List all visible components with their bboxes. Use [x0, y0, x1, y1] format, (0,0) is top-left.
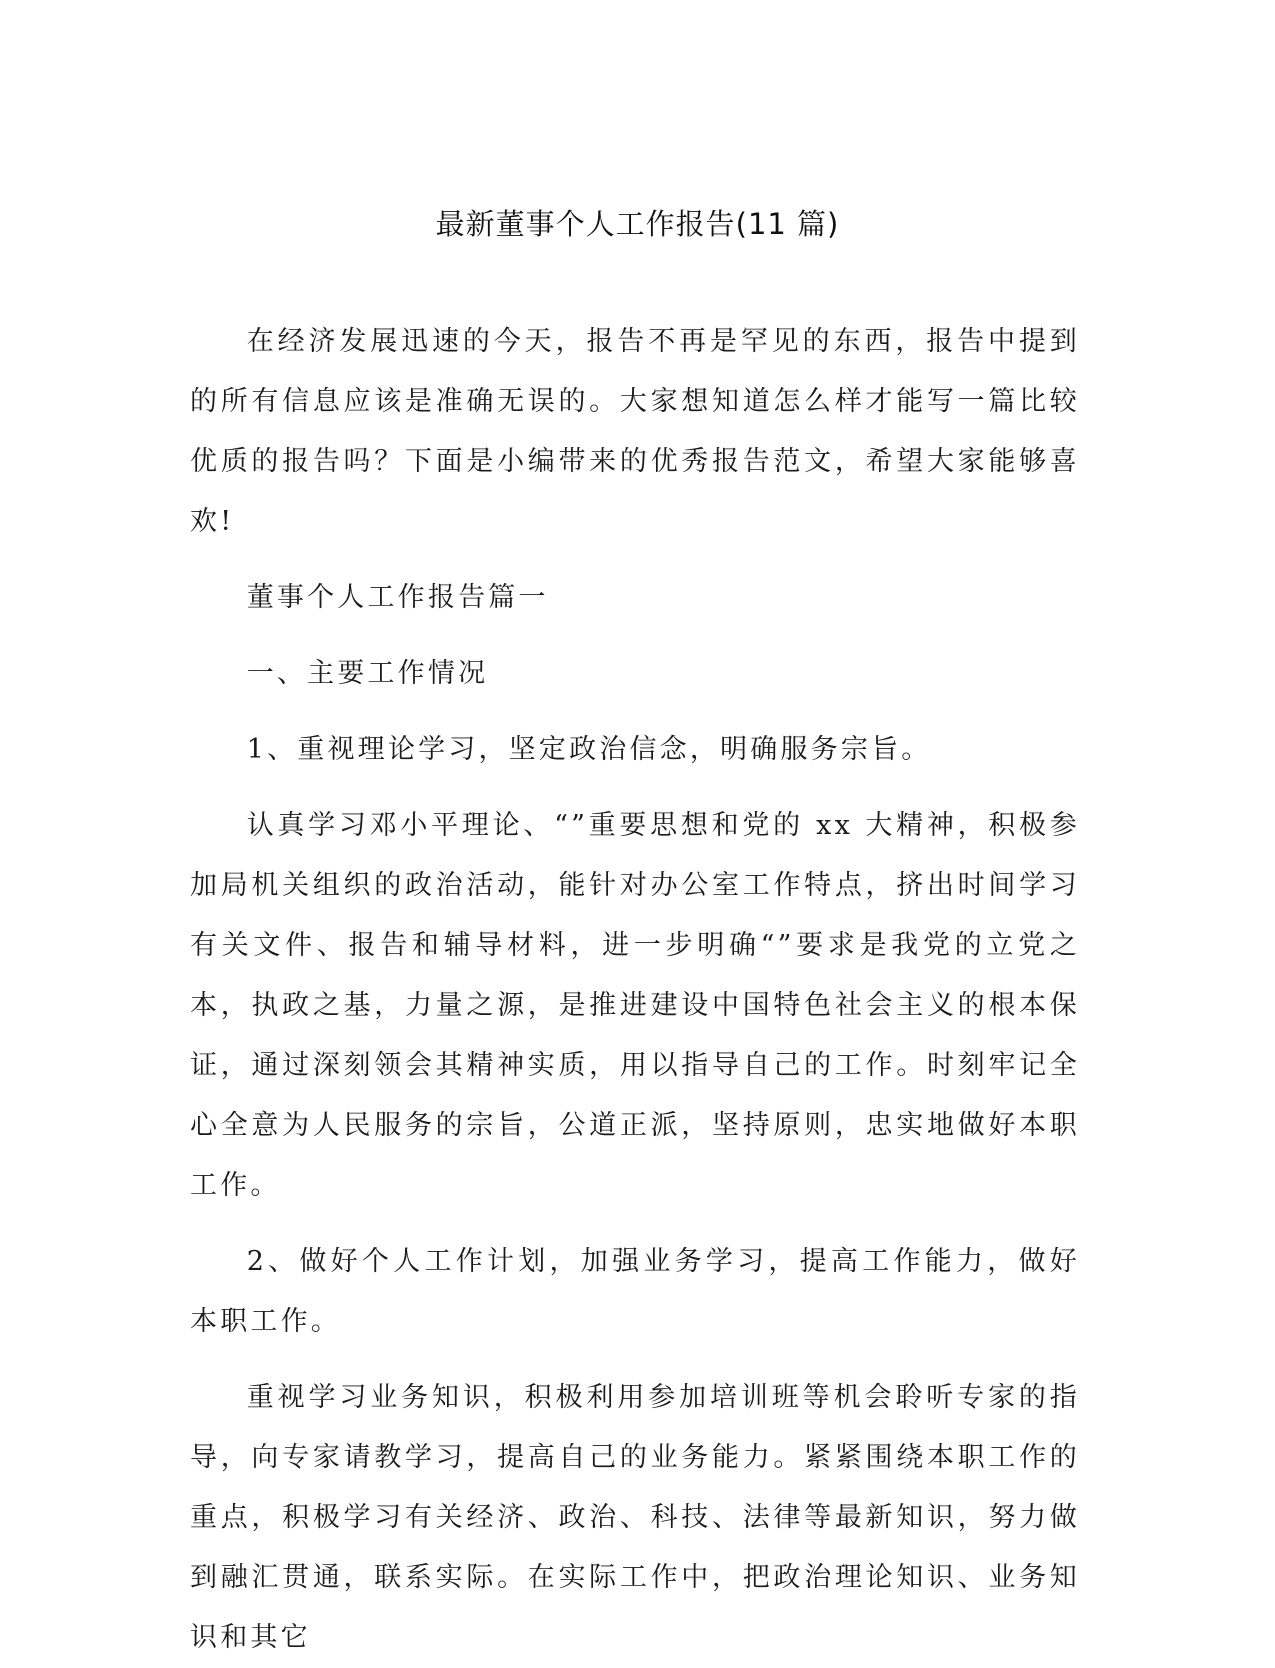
intro-paragraph: 在经济发展迅速的今天，报告不再是罕见的东西，报告中提到的所有信息应该是准确无误的。大家想知道怎么样才能写一篇比较优质的报告吗？下面是小编带来的优秀报告范文，希望大家能够喜欢!	[190, 326, 1080, 537]
subsection-heading: 一、主要工作情况	[246, 658, 489, 689]
section-heading: 董事个人工作报告篇一	[246, 582, 549, 613]
body-paragraph: 认真学习邓小平理论、“”重要思想和党的 xx 大精神，积极参加局机关组织的政治活动，能针对办公室工作特点，挤出时间学习有关文件、报告和辅导材料，进一步明确“”要求是我党的立党之本，执政之基，力量之源，是推进建设中国特色社会主义的根本保证，通过深刻领会其精神实质，用以指导自己的工作。时刻牢记全心全意为人民服务的宗旨，公道正派，坚持原则，忠实地做好本职工作。	[190, 810, 1080, 1201]
document-title: 最新董事个人工作报告(11 篇)	[435, 207, 840, 241]
document-body	[190, 312, 1080, 1668]
body-paragraph: 重视学习业务知识，积极利用参加培训班等机会聆听专家的指导，向专家请教学习，提高自己的业务能力。紧紧围绕本职工作的重点，积极学习有关经济、政治、科技、法律等最新知识，努力做到融汇贯通，联系实际。在实际工作中，把政治理论知识、业务知识和其它	[190, 1382, 1080, 1653]
item-heading: 2、做好个人工作计划，加强业务学习，提高工作能力，做好本职工作。	[190, 1246, 1080, 1337]
item-heading: 1、重视理论学习，坚定政治信念，明确服务宗旨。	[246, 734, 932, 765]
